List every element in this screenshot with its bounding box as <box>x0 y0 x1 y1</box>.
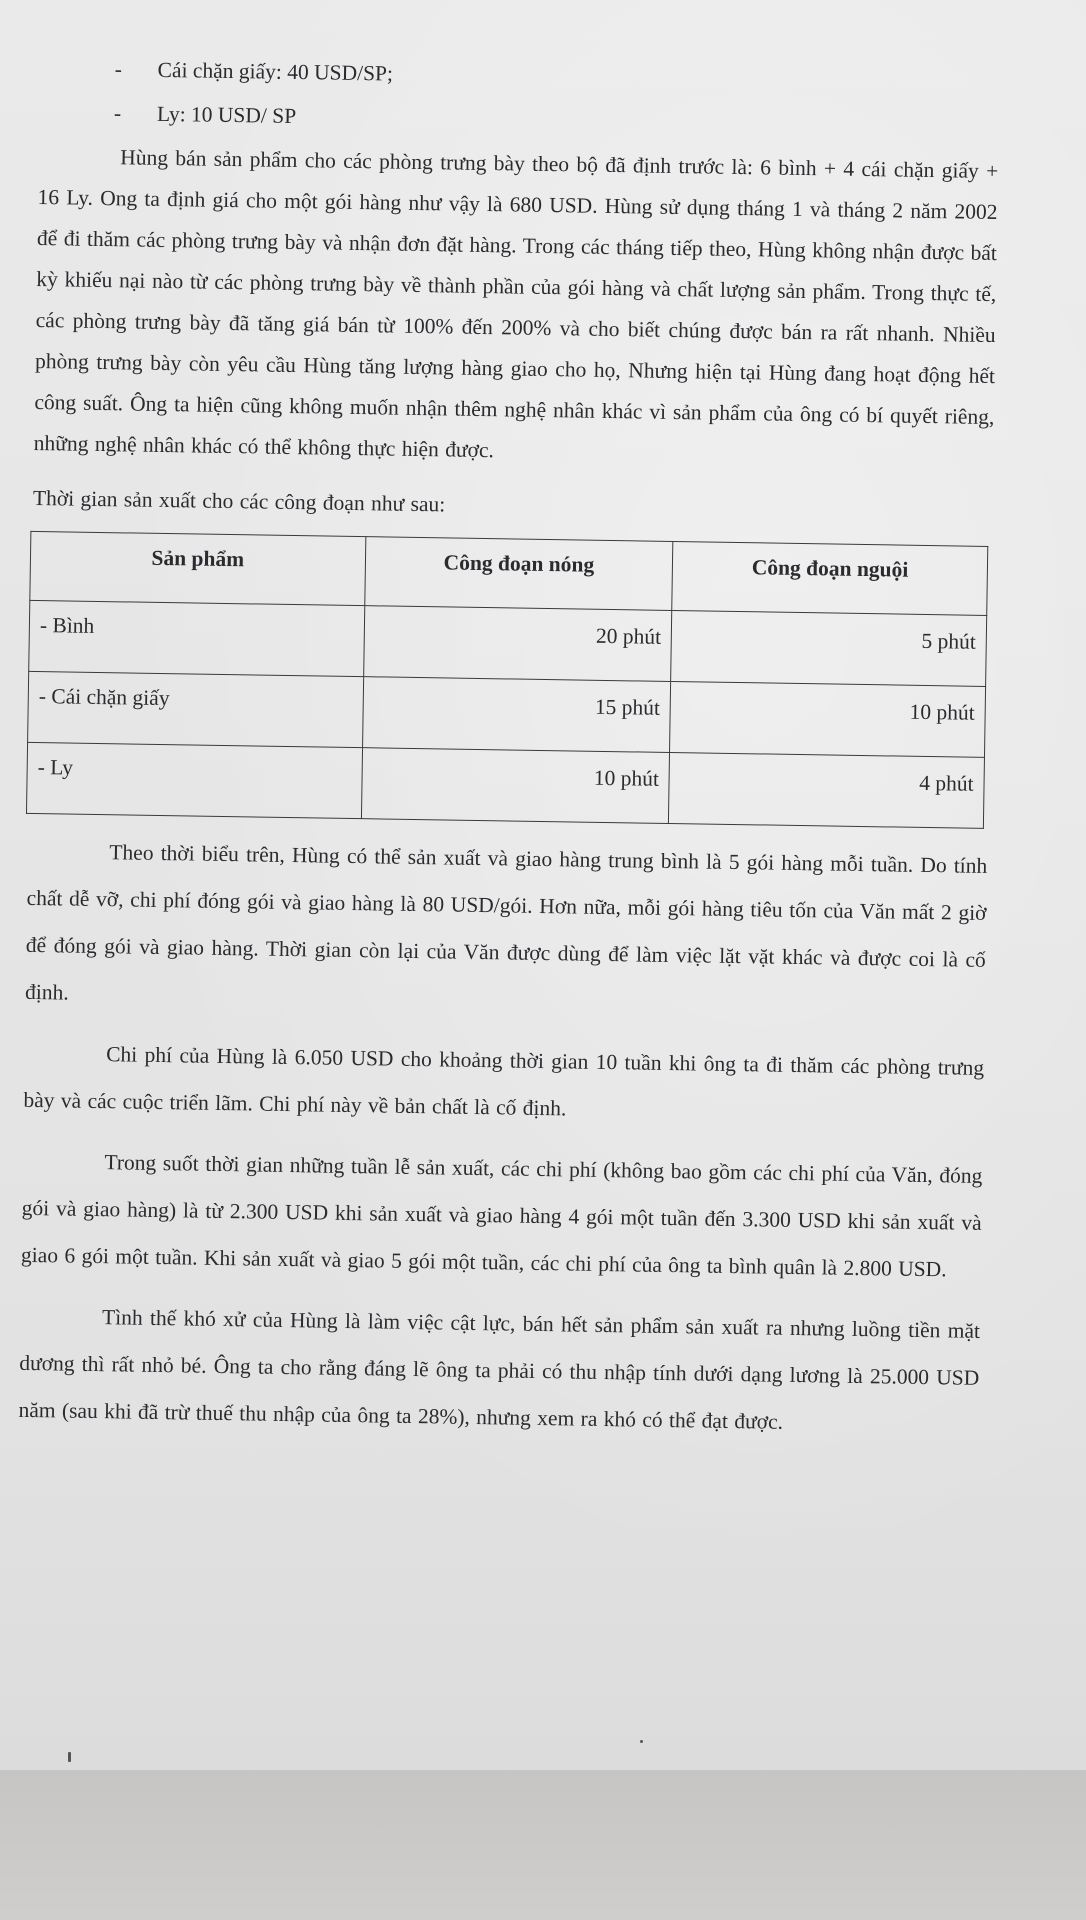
table-cell-cold: 5 phút <box>671 610 987 686</box>
bullet-text: Ly: 10 USD/ SP <box>156 101 297 129</box>
paragraph-weekly-costs: Trong suốt thời gian những tuần lễ sản xuất, các chi phí (không bao gồm các chi phí của Văn, đóng gói và giao hàng) là từ 2.300 USD khi sản xuất và giao hàng 4 gói một tuần đến 3.300 USD khi sản xuất và giao 6 gói một tuần. Khi sản xuất và giao 5 gói một tuần, các chi phí của ông ta bình quân là 2.800 USD. <box>20 1150 983 1282</box>
ink-speck <box>68 1752 71 1762</box>
table-cell-cold: 4 phút <box>669 752 985 828</box>
table-cell-hot: 20 phút <box>363 606 672 682</box>
production-time-table <box>26 531 988 829</box>
paragraph-cost: Chi phí của Hùng là 6.050 USD cho khoảng thời gian 10 tuần khi ông ta đi thăm các phòng trưng bày và các cuộc triển lãm. Chi phí này về bản chất là cố định. <box>23 1042 985 1121</box>
table-cell-hot: 10 phút <box>361 748 670 824</box>
table-cell-hot: 15 phút <box>362 677 671 753</box>
table-header-product: Sản phẩm <box>30 531 366 605</box>
bullet-dash: - <box>114 57 123 82</box>
paragraph-dilemma: Tình thế khó xử của Hùng là làm việc cật lực, bán hết sản phẩm sản xuất ra nhưng luồng tiền mặt dương thì rất nhỏ bé. Ông ta cho rằng đáng lẽ ông ta phải có thu nhập tính dưới dạng lương là 25.000 USD năm (sau khi đã trừ thuế thu nhập của ông ta 28%), nhưng xem ra khó có thể đạt được. <box>18 1305 981 1434</box>
background-surface <box>0 1770 1086 1920</box>
table-header-cold-stage: Công đoạn nguội <box>672 542 988 616</box>
table-cell-cold: 10 phút <box>670 681 986 757</box>
table-cell-product: - Bình <box>29 600 365 676</box>
table-row <box>26 742 984 828</box>
document-content <box>18 48 1000 1449</box>
paragraph-schedule: Theo thời biểu trên, Hùng có thể sản xuất và giao hàng trung bình là 5 gói hàng mỗi tuần. Do tính chất dễ vỡ, chi phí đóng gói và giao hàng là 80 USD/gói. Hơn nữa, mỗi gói hàng tiêu tốn của Văn mất 2 giờ để đóng gói và giao hàng. Thời gian còn lại của Văn được dùng để làm việc lặt vặt khác và được coi là cố định. <box>24 840 988 1005</box>
table-intro: Thời gian sản xuất cho các công đoạn như sau: <box>32 485 446 517</box>
table-header-hot-stage: Công đoạn nóng <box>364 537 673 611</box>
bullet-dash: - <box>113 101 122 126</box>
table-cell-product: - Ly <box>26 742 362 818</box>
ink-speck <box>640 1740 643 1743</box>
paragraph-intro: Hùng bán sản phẩm cho các phòng trưng bày theo bộ đã định trước là: 6 bình + 4 cái chặn giấy + 16 Ly. Ong ta định giá cho một gói hàng như vậy là 680 USD. Hùng sử dụng tháng 1 và tháng 2 năm 2002 để đi thăm các phòng trưng bày và nhận đơn đặt hàng. Trong các tháng tiếp theo, Hùng không nhận được bất kỳ khiếu nại nào từ các phòng trưng bày về thành phần của gói hàng và chất lượng sản phẩm. Trong thực tế, các phòng trưng bày đã tăng giá bán từ 100% đến 200% và cho biết chúng được bán ra rất nhanh. Nhiều phòng trưng bày còn yêu cầu Hùng tăng lượng hàng giao cho họ, Nhưng hiện tại Hùng đang hoạt động hết công suất. Ông ta hiện cũng không muốn nhận thêm nghệ nhân khác vì sản phẩm của ông có bí quyết riêng, những nghệ nhân khác có thể không thực hiện được. <box>33 145 999 463</box>
bullet-text: Cái chặn giấy: 40 USD/SP; <box>157 57 394 86</box>
table-cell-product: - Cái chặn giấy <box>28 671 364 747</box>
